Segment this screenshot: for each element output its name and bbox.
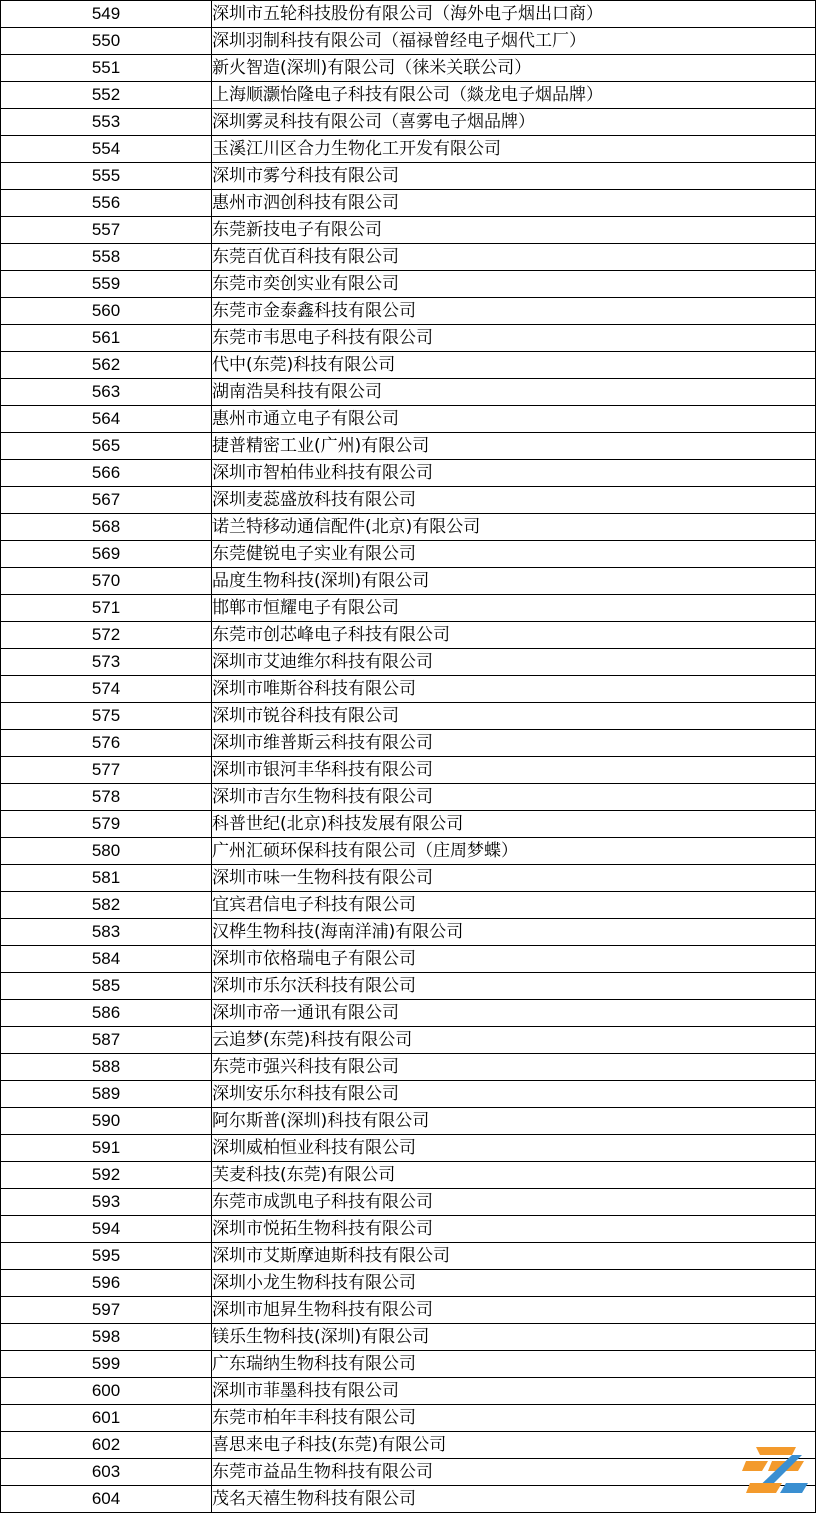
company-name: 惠州市通立电子有限公司 xyxy=(212,406,816,433)
table-row xyxy=(1,109,816,136)
company-name: 茂名天禧生物科技有限公司 xyxy=(212,1486,816,1513)
row-number: 556 xyxy=(1,190,212,217)
table-row xyxy=(1,1108,816,1135)
company-name: 惠州市泗创科技有限公司 xyxy=(212,190,816,217)
row-number: 602 xyxy=(1,1432,212,1459)
table-row xyxy=(1,946,816,973)
company-name: 深圳威柏恒业科技有限公司 xyxy=(212,1135,816,1162)
row-number: 561 xyxy=(1,325,212,352)
row-number: 580 xyxy=(1,838,212,865)
table-row xyxy=(1,568,816,595)
table-row xyxy=(1,1405,816,1432)
company-name: 捷普精密工业(广州)有限公司 xyxy=(212,433,816,460)
table-row xyxy=(1,838,816,865)
table-row xyxy=(1,1,816,28)
row-number: 599 xyxy=(1,1351,212,1378)
row-number: 562 xyxy=(1,352,212,379)
table-row xyxy=(1,82,816,109)
table-row xyxy=(1,649,816,676)
table-row xyxy=(1,811,816,838)
row-number: 577 xyxy=(1,757,212,784)
company-name: 上海顺灏怡隆电子科技有限公司（燚龙电子烟品牌） xyxy=(212,82,816,109)
row-number: 555 xyxy=(1,163,212,190)
table-row xyxy=(1,379,816,406)
table-row xyxy=(1,325,816,352)
row-number: 549 xyxy=(1,1,212,28)
table-row xyxy=(1,136,816,163)
row-number: 571 xyxy=(1,595,212,622)
table-row xyxy=(1,55,816,82)
company-name: 东莞新技电子有限公司 xyxy=(212,217,816,244)
row-number: 597 xyxy=(1,1297,212,1324)
company-name: 深圳市五轮科技股份有限公司（海外电子烟出口商） xyxy=(212,1,816,28)
table-row xyxy=(1,271,816,298)
company-name: 深圳雾灵科技有限公司（喜雾电子烟品牌） xyxy=(212,109,816,136)
row-number: 553 xyxy=(1,109,212,136)
table-row xyxy=(1,757,816,784)
row-number: 579 xyxy=(1,811,212,838)
row-number: 551 xyxy=(1,55,212,82)
company-name: 阿尔斯普(深圳)科技有限公司 xyxy=(212,1108,816,1135)
row-number: 557 xyxy=(1,217,212,244)
table-row xyxy=(1,973,816,1000)
company-name: 深圳市乐尔沃科技有限公司 xyxy=(212,973,816,1000)
row-number: 574 xyxy=(1,676,212,703)
row-number: 564 xyxy=(1,406,212,433)
company-name: 东莞市金泰鑫科技有限公司 xyxy=(212,298,816,325)
table-row xyxy=(1,298,816,325)
table-row xyxy=(1,1351,816,1378)
company-name: 湖南浩昊科技有限公司 xyxy=(212,379,816,406)
row-number: 569 xyxy=(1,541,212,568)
company-name: 汉桦生物科技(海南洋浦)有限公司 xyxy=(212,919,816,946)
company-name: 广州汇硕环保科技有限公司（庄周梦蝶） xyxy=(212,838,816,865)
table-row xyxy=(1,28,816,55)
table-row xyxy=(1,622,816,649)
table-row xyxy=(1,1162,816,1189)
company-name: 东莞市强兴科技有限公司 xyxy=(212,1054,816,1081)
company-name: 深圳市维普斯云科技有限公司 xyxy=(212,730,816,757)
row-number: 588 xyxy=(1,1054,212,1081)
row-number: 595 xyxy=(1,1243,212,1270)
table-row xyxy=(1,1135,816,1162)
row-number: 554 xyxy=(1,136,212,163)
table-row xyxy=(1,865,816,892)
company-name: 深圳小龙生物科技有限公司 xyxy=(212,1270,816,1297)
company-name: 深圳安乐尔科技有限公司 xyxy=(212,1081,816,1108)
row-number: 587 xyxy=(1,1027,212,1054)
company-name: 广东瑞纳生物科技有限公司 xyxy=(212,1351,816,1378)
table-row xyxy=(1,1216,816,1243)
row-number: 563 xyxy=(1,379,212,406)
company-name: 深圳市依格瑞电子有限公司 xyxy=(212,946,816,973)
company-name: 宜宾君信电子科技有限公司 xyxy=(212,892,816,919)
company-name: 东莞百优百科技有限公司 xyxy=(212,244,816,271)
table-row xyxy=(1,703,816,730)
company-name: 深圳市味一生物科技有限公司 xyxy=(212,865,816,892)
company-name: 深圳市菲墨科技有限公司 xyxy=(212,1378,816,1405)
table-row xyxy=(1,1378,816,1405)
table-row xyxy=(1,1486,816,1513)
table-row xyxy=(1,244,816,271)
table-row xyxy=(1,514,816,541)
row-number: 589 xyxy=(1,1081,212,1108)
row-number: 572 xyxy=(1,622,212,649)
row-number: 573 xyxy=(1,649,212,676)
company-name: 品度生物科技(深圳)有限公司 xyxy=(212,568,816,595)
company-name: 东莞市创芯峰电子科技有限公司 xyxy=(212,622,816,649)
company-name: 深圳市锐谷科技有限公司 xyxy=(212,703,816,730)
row-number: 583 xyxy=(1,919,212,946)
table-row xyxy=(1,892,816,919)
row-number: 590 xyxy=(1,1108,212,1135)
company-name: 深圳市艾斯摩迪斯科技有限公司 xyxy=(212,1243,816,1270)
z-logo-icon xyxy=(742,1443,808,1501)
table-row xyxy=(1,1324,816,1351)
company-name: 深圳市悦拓生物科技有限公司 xyxy=(212,1216,816,1243)
company-name: 东莞市奕创实业有限公司 xyxy=(212,271,816,298)
row-number: 593 xyxy=(1,1189,212,1216)
row-number: 570 xyxy=(1,568,212,595)
company-table-body xyxy=(1,1,816,1513)
row-number: 598 xyxy=(1,1324,212,1351)
table-row xyxy=(1,352,816,379)
company-name: 深圳市艾迪维尔科技有限公司 xyxy=(212,649,816,676)
company-name: 深圳市旭昇生物科技有限公司 xyxy=(212,1297,816,1324)
table-row xyxy=(1,217,816,244)
table-row xyxy=(1,1189,816,1216)
table-row xyxy=(1,406,816,433)
row-number: 585 xyxy=(1,973,212,1000)
table-row xyxy=(1,730,816,757)
table-row xyxy=(1,541,816,568)
row-number: 575 xyxy=(1,703,212,730)
company-name: 深圳市智柏伟业科技有限公司 xyxy=(212,460,816,487)
row-number: 576 xyxy=(1,730,212,757)
table-row xyxy=(1,163,816,190)
company-name: 邯郸市恒耀电子有限公司 xyxy=(212,595,816,622)
company-name: 新火智造(深圳)有限公司（徕米关联公司） xyxy=(212,55,816,82)
table-row xyxy=(1,433,816,460)
row-number: 594 xyxy=(1,1216,212,1243)
row-number: 584 xyxy=(1,946,212,973)
row-number: 566 xyxy=(1,460,212,487)
row-number: 565 xyxy=(1,433,212,460)
company-name: 深圳市雾兮科技有限公司 xyxy=(212,163,816,190)
company-name: 深圳麦蕊盛放科技有限公司 xyxy=(212,487,816,514)
table-row xyxy=(1,1270,816,1297)
company-name: 诺兰特移动通信配件(北京)有限公司 xyxy=(212,514,816,541)
company-name: 深圳市吉尔生物科技有限公司 xyxy=(212,784,816,811)
company-name: 深圳市银河丰华科技有限公司 xyxy=(212,757,816,784)
row-number: 601 xyxy=(1,1405,212,1432)
company-name: 东莞市益品生物科技有限公司 xyxy=(212,1459,816,1486)
table-row xyxy=(1,1054,816,1081)
company-name: 科普世纪(北京)科技发展有限公司 xyxy=(212,811,816,838)
company-name: 代中(东莞)科技有限公司 xyxy=(212,352,816,379)
table-row xyxy=(1,676,816,703)
company-name: 深圳市帝一通讯有限公司 xyxy=(212,1000,816,1027)
row-number: 552 xyxy=(1,82,212,109)
table-row xyxy=(1,595,816,622)
row-number: 550 xyxy=(1,28,212,55)
row-number: 567 xyxy=(1,487,212,514)
table-row xyxy=(1,784,816,811)
row-number: 600 xyxy=(1,1378,212,1405)
table-row xyxy=(1,1432,816,1459)
company-name: 深圳羽制科技有限公司（福禄曾经电子烟代工厂） xyxy=(212,28,816,55)
table-row xyxy=(1,487,816,514)
company-name: 芙麦科技(东莞)有限公司 xyxy=(212,1162,816,1189)
row-number: 560 xyxy=(1,298,212,325)
table-row xyxy=(1,1297,816,1324)
company-name: 玉溪江川区合力生物化工开发有限公司 xyxy=(212,136,816,163)
table-row xyxy=(1,1027,816,1054)
company-name: 东莞市韦思电子科技有限公司 xyxy=(212,325,816,352)
company-name: 东莞市成凯电子科技有限公司 xyxy=(212,1189,816,1216)
row-number: 568 xyxy=(1,514,212,541)
table-row xyxy=(1,919,816,946)
company-name: 镁乐生物科技(深圳)有限公司 xyxy=(212,1324,816,1351)
table-row xyxy=(1,1243,816,1270)
row-number: 581 xyxy=(1,865,212,892)
table-row xyxy=(1,460,816,487)
company-name: 深圳市唯斯谷科技有限公司 xyxy=(212,676,816,703)
row-number: 558 xyxy=(1,244,212,271)
row-number: 592 xyxy=(1,1162,212,1189)
row-number: 603 xyxy=(1,1459,212,1486)
row-number: 604 xyxy=(1,1486,212,1513)
row-number: 582 xyxy=(1,892,212,919)
row-number: 578 xyxy=(1,784,212,811)
row-number: 596 xyxy=(1,1270,212,1297)
company-name: 东莞市柏年丰科技有限公司 xyxy=(212,1405,816,1432)
table-row xyxy=(1,1000,816,1027)
row-number: 586 xyxy=(1,1000,212,1027)
table-row xyxy=(1,1459,816,1486)
company-name: 东莞健锐电子实业有限公司 xyxy=(212,541,816,568)
company-name: 云追梦(东莞)科技有限公司 xyxy=(212,1027,816,1054)
row-number: 591 xyxy=(1,1135,212,1162)
table-row xyxy=(1,1081,816,1108)
row-number: 559 xyxy=(1,271,212,298)
company-name: 喜思来电子科技(东莞)有限公司 xyxy=(212,1432,816,1459)
table-row xyxy=(1,190,816,217)
